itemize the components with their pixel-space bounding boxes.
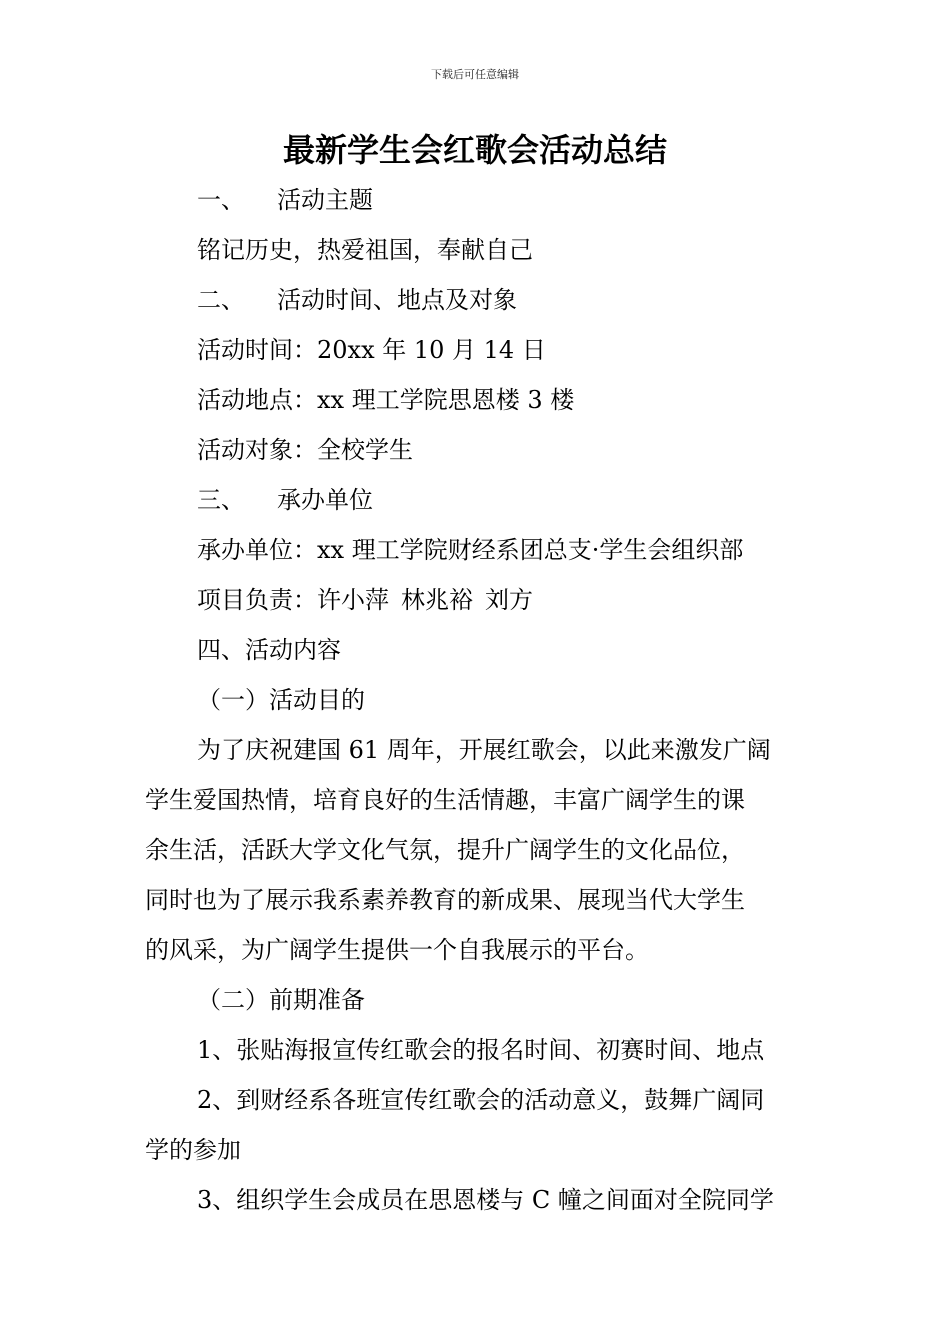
leaders-line [145, 578, 810, 628]
paragraph-line: 余生活，活跃大学文化气氛，提升广阔学生的文化品位， [145, 836, 745, 864]
prep-item-2 [145, 1078, 810, 1178]
paragraph-line: 的风采，为广阔学生提供一个自我展示的平台。 [145, 936, 649, 964]
paragraph-line: 学的参加 [145, 1136, 241, 1164]
section-title: 活动主题 [277, 186, 373, 214]
prep-item-1: 1、张贴海报宣传红歌会的报名时间、初赛时间、地点 [197, 1036, 765, 1064]
purpose-paragraph [145, 728, 810, 978]
activity-target: 活动对象：全校学生 [197, 436, 413, 464]
paragraph-line: 2、到财经系各班宣传红歌会的活动意义，鼓舞广阔同 [197, 1086, 765, 1114]
section-number: 三、 [197, 486, 245, 514]
activity-time: 活动时间：20xx 年 10 月 14 日 [197, 336, 546, 364]
document-title: 最新学生会红歌会活动总结 [282, 131, 667, 169]
subsection-heading-2: （二）前期准备 [197, 986, 365, 1014]
paragraph-line: 学生爱国热情，培育良好的生活情趣，丰富广阔学生的课 [145, 786, 745, 814]
document-body [145, 178, 810, 1228]
leader-2: 林兆裕 [401, 586, 473, 614]
leader-1: 项目负责：许小萍 [197, 586, 389, 614]
section-number: 二、 [197, 286, 245, 314]
section-heading-4: 四、活动内容 [197, 636, 341, 664]
paragraph-line: 为了庆祝建国 61 周年，开展红歌会，以此来激发广阔 [197, 736, 771, 764]
section-number: 一、 [197, 186, 245, 214]
section-title: 承办单位 [277, 486, 373, 514]
section-heading-1 [145, 178, 810, 228]
header-note: 下载后可任意编辑 [431, 68, 519, 81]
prep-item-3: 3、组织学生会成员在思恩楼与 C 幢之间面对全院同学 [197, 1186, 774, 1214]
leader-3: 刘方 [485, 586, 533, 614]
subsection-heading-1: （一）活动目的 [197, 686, 365, 714]
organizer-line: 承办单位：xx 理工学院财经系团总支·学生会组织部 [197, 536, 744, 564]
theme-line: 铭记历史，热爱祖国，奉献自己 [197, 236, 533, 264]
paragraph-line: 同时也为了展示我系素养教育的新成果、展现当代大学生 [145, 886, 745, 914]
section-heading-3 [145, 478, 810, 528]
section-title: 活动时间、地点及对象 [277, 286, 517, 314]
activity-place: 活动地点：xx 理工学院思恩楼 3 楼 [197, 386, 575, 414]
section-heading-2 [145, 278, 810, 328]
